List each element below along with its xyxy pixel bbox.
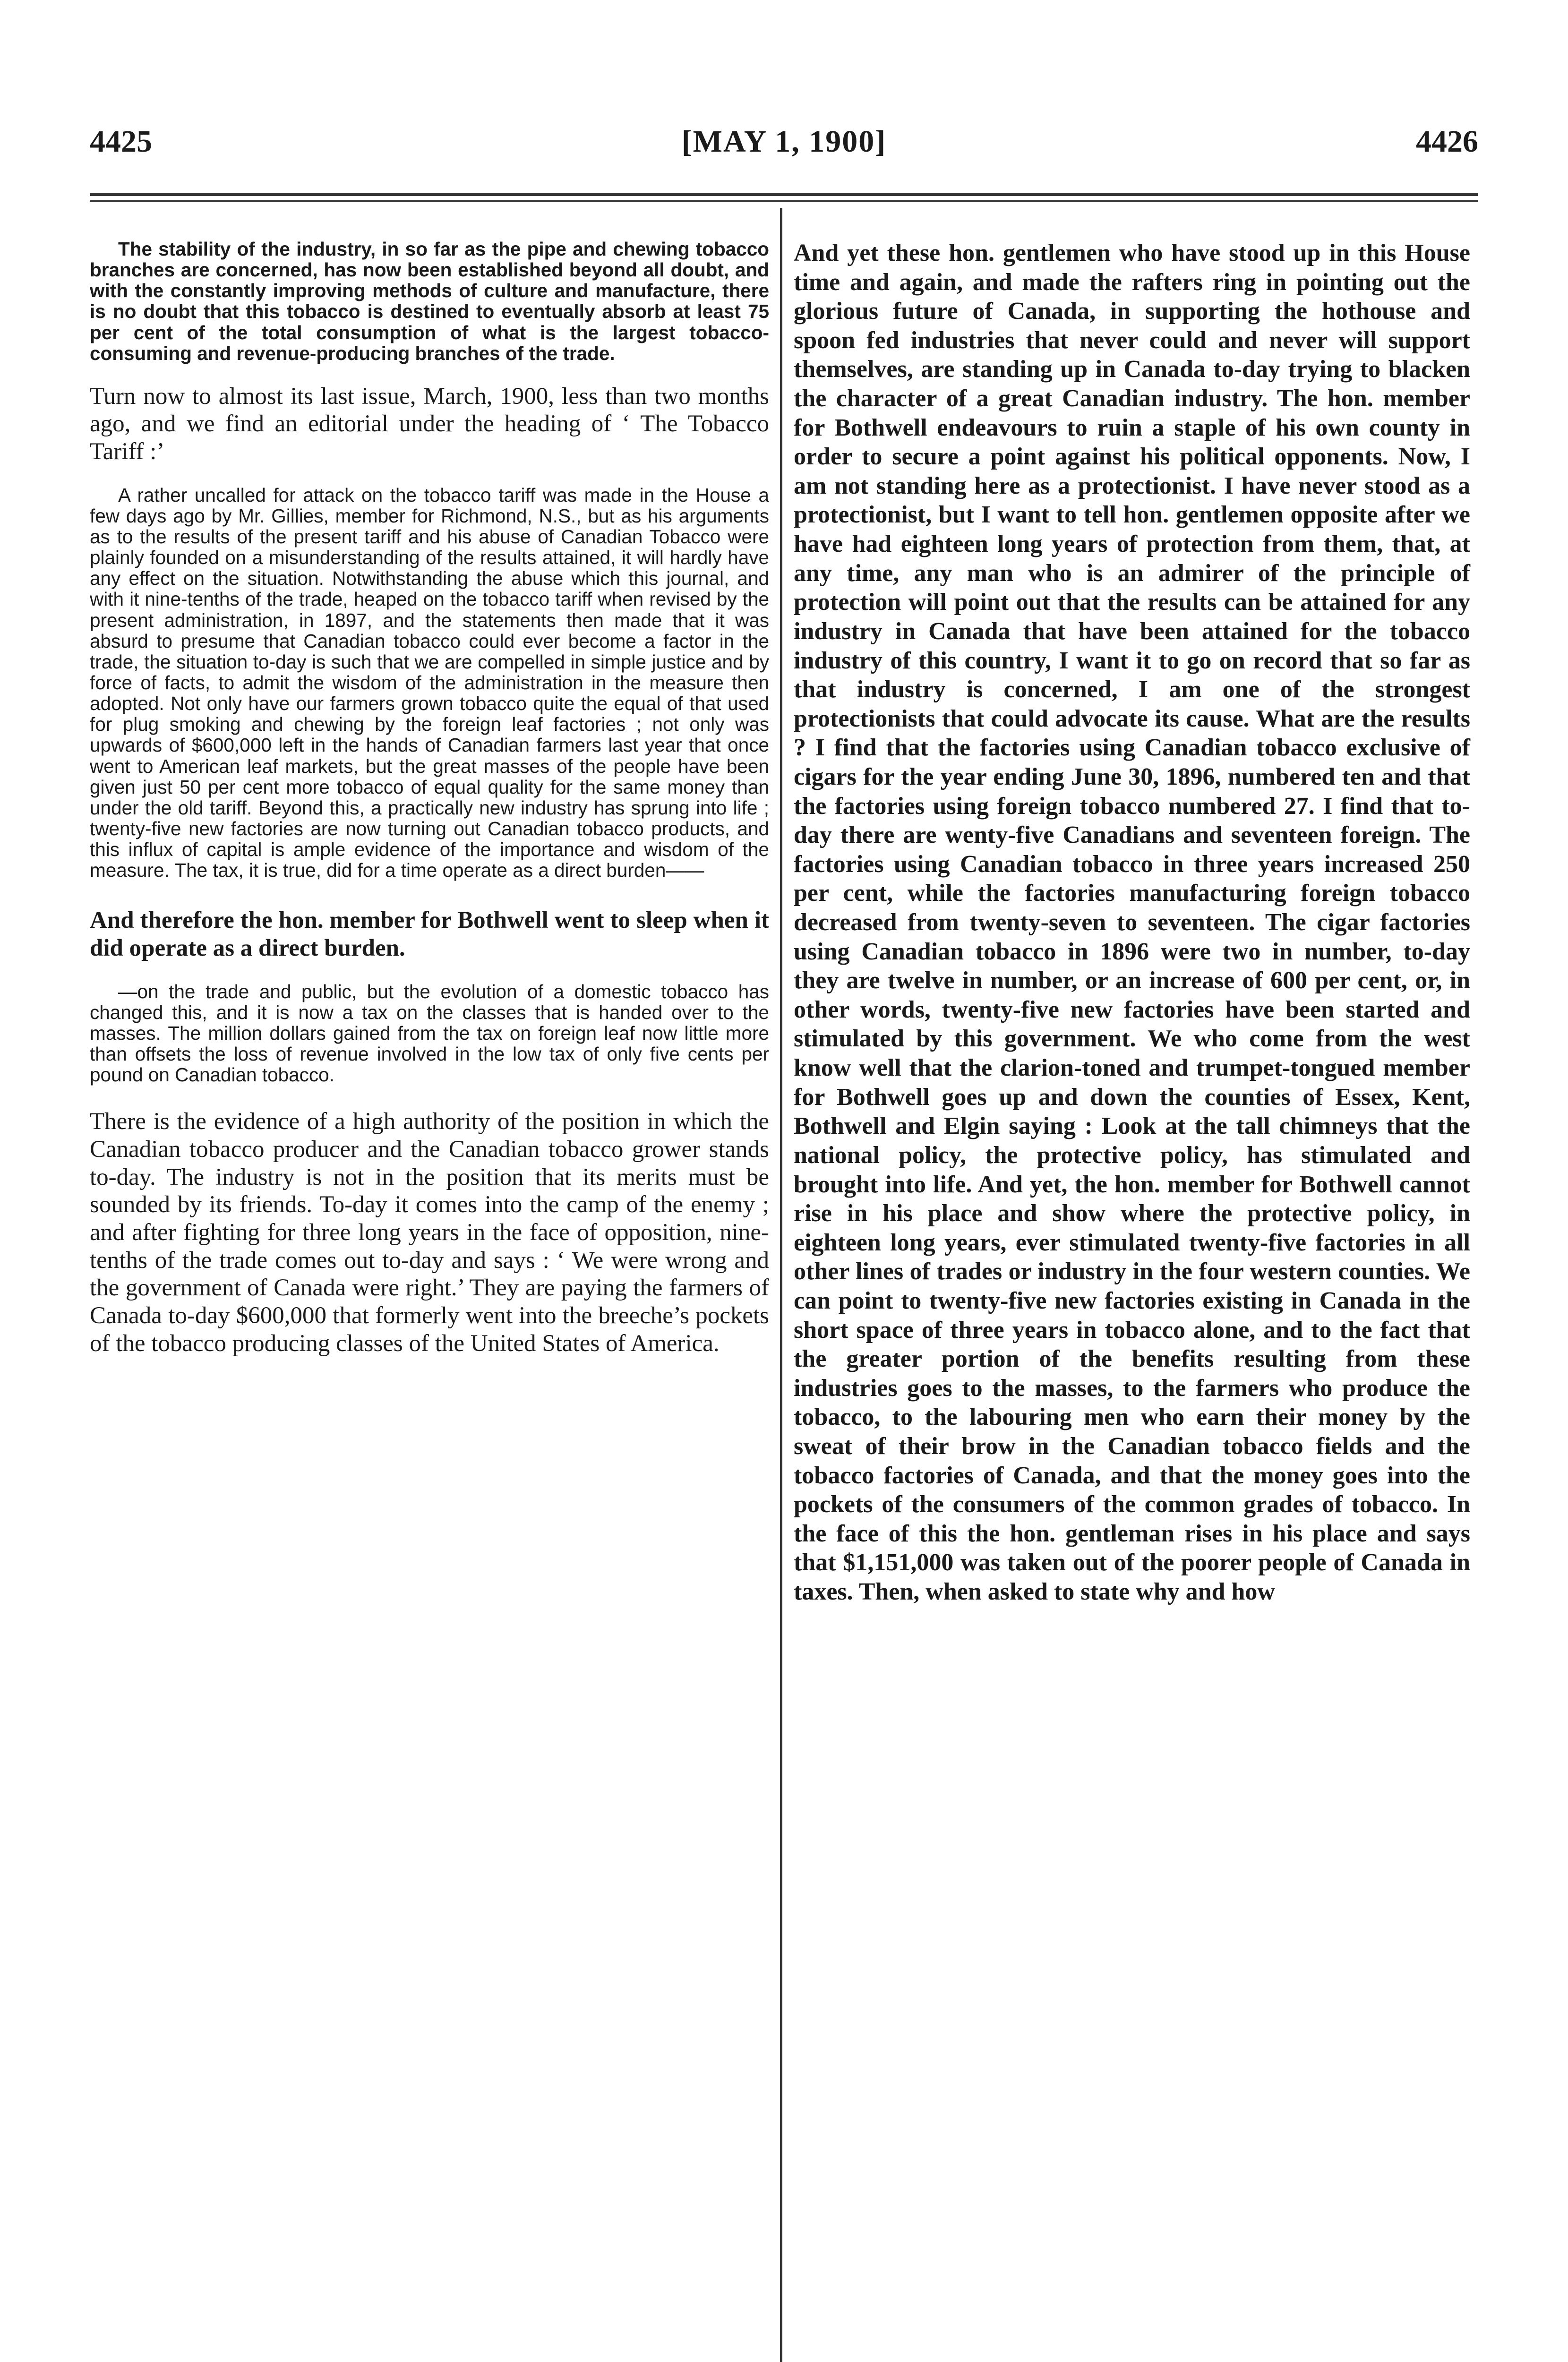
speech-interjection-bothwell: And therefore the hon. member for Bothwell went to sleep when it did operate as a direct burden.	[90, 907, 769, 962]
page-number-right: 4426	[1416, 124, 1478, 159]
quote-paragraph-stability: The stability of the industry, in so far as the pipe and chewing tobacco branches are concerned, has now been established beyond all doubt, and with the constantly improving methods of culture and manufacture, there is no doubt that this tobacco is destined to eventually absorb at least 75 per cent of the total consumption of what is the largest tobacco-consuming and revenue-producing branches of the trade.	[90, 238, 769, 364]
speech-paragraph-right-column: And yet these hon. gentlemen who have stood up in this House time and again, and made the rafters ring in pointing out the glorious future of Canada, in supporting the hothouse and spoon fed industries that never could and never will support themselves, are standing up in Canada to-day trying to blacken the character of a great Canadian industry. The hon. member for Bothwell endeavours to ruin a staple of his own county in order to secure a point against his political opponents. Now, I am not standing here as a protectionist. I have never stood as a protectionist, but I want to tell hon. gentlemen opposite after we have had eighteen long years of protection from them, that, at any time, any man who is an admirer of the principle of protection will point out that the results can be attained for any industry in Canada that have been attained for the tobacco industry of this country, I want it to go on record that so far as that industry is concerned, I am one of the strongest protectionists that could advocate its cause. What are the results ? I find that the factories using Canadian tobacco exclusive of cigars for the year ending June 30, 1896, numbered ten and that the factories using foreign tobacco numbered 27. I find that to-day there are wenty-five Canadians and seventeen foreign. The factories using Canadian tobacco in three years increased 250 per cent, while the factories manufacturing foreign tobacco decreased from twenty-seven to seventeen. The cigar factories using Canadian tobacco in 1896 were two in number, to-day they are twelve in number, or an increase of 600 per cent, or, in other words, twenty-five new factories have been started and stimulated by this government. We who come from the west know well that the clarion-toned and trumpet-tongued member for Bothwell goes up and down the counties of Essex, Kent, Bothwell and Elgin saying : Look at the tall chimneys that the national policy, the protective policy, has stimulated and brought into life. And yet, the hon. member for Bothwell cannot rise in his place and show where the protective policy, in eighteen long years, ever stimulated twenty-five factories in all other lines of trades or industry in the four western counties. We can point to twenty-five new factories existing in Canada in the short space of three years in tobacco alone, and to the fact that the greater portion of the benefits resulting from these industries goes to the masses, to the farmers who produce the tobacco, to the labouring men who earn their money by the sweat of their brow in the Canadian tobacco fields and the tobacco factories of Canada, and that the money goes into the pockets of the consumers of the common grades of tobacco. In the face of this the hon. gentleman rises in his place and says that $1,151,000 was taken out of the poorer people of Canada in taxes. Then, when asked to state why and how	[794, 240, 1470, 1606]
quote-paragraph-tariff-editorial: A rather uncalled for attack on the tobacco tariff was made in the House a few days ago by Mr. Gillies, member for Richmond, N.S., but as his arguments as to the results of the present tariff and his abuse of Canadian Tobacco were plainly founded on a misunderstanding of the results attained, it will hardly have any effect on the situation. Notwithstanding the abuse which this journal, and with it nine-tenths of the trade, heaped on the tobacco tariff when revised by the present administration, in 1897, and the statements then made that it was absurd to presume that Canadian tobacco could ever become a factor in the trade, the situation to-day is such that we are compelled in simple justice and by force of facts, to admit the wisdom of the administration in the measure then adopted. Not only have our farmers grown tobacco quite the equal of that used for plug smoking and chewing by the foreign leaf factories ; not only was upwards of $600,000 left in the hands of Canadian farmers last year that once went to American leaf markets, but the great masses of the people have been given just 50 per cent more tobacco of equal quality for the same money than under the old tariff. Beyond this, a practically new industry has sprung into life ; twenty-five new factories are now turning out Canadian tobacco products, and this influx of capital is ample evidence of the importance and wisdom of the measure. The tax, it is true, did for a time operate as a direct burden——	[90, 484, 769, 881]
page-number-left: 4425	[90, 124, 152, 159]
header-rule-thin	[90, 200, 1478, 202]
right-column	[794, 239, 1470, 1607]
page-header	[90, 124, 1478, 166]
quote-paragraph-evolution: —on the trade and public, but the evolution of a domestic tobacco has changed this, and it is now a tax on the classes that is handed over to the masses. The million dollars gained from the tax on foreign leaf now little more than offsets the loss of revenue involved in the low tax of only five cents per pound on Canadian tobacco.	[90, 980, 769, 1086]
page-date: [MAY 1, 1900]	[681, 124, 887, 159]
speech-paragraph-evidence: There is the evidence of a high authority of the position in which the Canadian tobacco producer and the Canadian tobacco grower stands to-day. The industry is not in the position that its merits must be sounded by its friends. To-day it comes into the camp of the enemy ; and after fighting for three long years in the face of opposition, nine-tenths of the trade comes out to-day and says : ‘ We were wrong and the government of Canada were right.’ They are paying the farmers of Canada to-day $600,000 that formerly went into the breeche’s pockets of the tobacco producing classes of the United States of America.	[90, 1108, 769, 1357]
left-column	[90, 239, 769, 1357]
column-divider	[780, 208, 782, 2362]
header-rule-thick	[90, 193, 1478, 196]
speech-paragraph-last-issue: Turn now to almost its last issue, March, 1900, less than two months ago, and we find an editorial under the heading of ‘ The Tobacco Tariff :’	[90, 383, 769, 465]
